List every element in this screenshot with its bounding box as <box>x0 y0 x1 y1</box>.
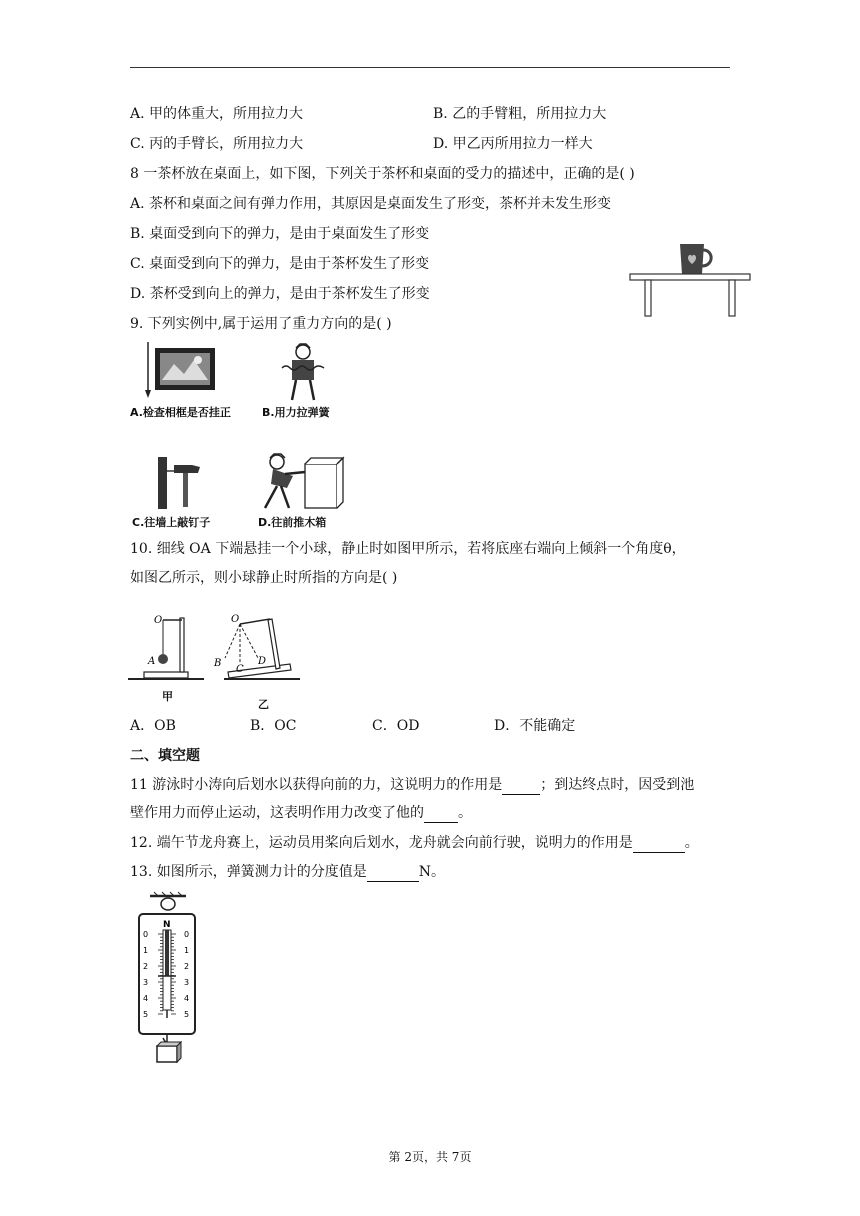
q7-option-a: A. 甲的体重大，所用拉力大 <box>130 106 304 122</box>
svg-text:A: A <box>148 656 156 667</box>
q12-line: 12. 端午节龙舟赛上，运动员用桨向后划水，龙舟就会向前行驶，说明力的作用是 。 <box>130 835 699 851</box>
q9-caption-a: A.检查相框是否挂正 <box>130 406 231 419</box>
q12-blank[interactable] <box>633 838 685 853</box>
header-rule <box>130 67 730 68</box>
table-leg-left <box>645 280 651 316</box>
q7-option-d: D. 甲乙丙所用拉力一样大 <box>433 136 593 152</box>
scale-tick-label: 1 <box>184 946 190 955</box>
svg-text:C: C <box>236 664 244 675</box>
section-heading: 二、填空题 <box>130 748 200 764</box>
q10-stem-2: 如图乙所示，则小球静止时所指的方向是( ) <box>130 570 398 586</box>
cup-on-table-figure <box>628 236 753 320</box>
q11-line-2: 壁作用力而停止运动，这表明作用力改变了他的 。 <box>130 805 472 821</box>
page-footer: 第 2页，共 7页 <box>388 1150 472 1164</box>
spring-scale-figure <box>136 890 200 1066</box>
q13-blank[interactable] <box>367 867 419 882</box>
q10-stem-1: 10. 细线 OA 下端悬挂一个小球，静止时如图甲所示，若将底座右端向上倾斜一个角度θ， <box>130 541 686 557</box>
spring-pull-figure <box>278 342 328 404</box>
scale-tick-label: 0 <box>143 930 149 939</box>
scale-tick-label: 0 <box>184 930 190 939</box>
table-top <box>630 274 750 280</box>
q9-caption-d: D.往前推木箱 <box>258 516 327 529</box>
q11-blank-1[interactable] <box>502 780 540 795</box>
svg-text:O: O <box>154 615 163 626</box>
pendulum-jia <box>128 615 204 680</box>
table-leg-right <box>729 280 735 316</box>
q7-option-c: C. 丙的手臂长，所用拉力大 <box>130 136 304 152</box>
mug-icon <box>680 244 711 274</box>
q13-line: 13. 如图所示，弹簧测力计的分度值是 N。 <box>130 864 445 880</box>
svg-text:N: N <box>163 920 171 930</box>
push-box-figure <box>255 452 345 512</box>
scale-tick-label: 3 <box>143 978 149 987</box>
q7-option-b: B. 乙的手臂粗，所用拉力大 <box>433 106 607 122</box>
q9-caption-c: C.往墙上敲钉子 <box>132 516 211 529</box>
q8-option-a: A. 茶杯和桌面之间有弹力作用，其原因是桌面发生了形变，茶杯并未发生形变 <box>130 196 612 212</box>
q9-caption-b: B.用力拉弹簧 <box>262 406 330 419</box>
pendulum-yi <box>213 614 300 680</box>
scale-tick-label: 2 <box>143 962 149 971</box>
hammer-nail-figure <box>150 455 210 511</box>
q10-fig-yi-label: 乙 <box>258 698 269 711</box>
q10-option-d: D．不能确定 <box>494 718 576 734</box>
pendulum-figure <box>128 606 308 680</box>
svg-text:O: O <box>231 614 240 625</box>
q11-blank-2[interactable] <box>424 808 458 823</box>
scale-tick-label: 5 <box>184 1010 190 1019</box>
picture-frame-plumb-figure <box>140 340 220 402</box>
q8-stem: 8 一茶杯放在桌面上，如下图，下列关于茶杯和桌面的受力的描述中，正确的是( ) <box>130 166 635 182</box>
q10-option-a: A．OB <box>130 718 176 734</box>
scale-tick-label: 4 <box>143 994 149 1003</box>
scale-tick-label: 4 <box>184 994 190 1003</box>
scale-tick-label: 2 <box>184 962 190 971</box>
scale-tick-label: 1 <box>143 946 149 955</box>
q10-option-c: C．OD <box>372 718 420 734</box>
scale-tick-label: 3 <box>184 978 190 987</box>
q8-option-d: D. 茶杯受到向上的弹力，是由于茶杯发生了形变 <box>130 286 430 302</box>
scale-tick-label: 5 <box>143 1010 149 1019</box>
q11-line-1: 11 游泳时小涛向后划水以获得向前的力，这说明力的作用是 ；到达终点时，因受到池 <box>130 777 695 793</box>
q10-fig-jia-label: 甲 <box>162 690 173 703</box>
q10-option-b: B．OC <box>250 718 297 734</box>
q8-option-b: B. 桌面受到向下的弹力，是由于桌面发生了形变 <box>130 226 430 242</box>
svg-text:D: D <box>258 656 267 667</box>
q8-option-c: C. 桌面受到向下的弹力，是由于茶杯发生了形变 <box>130 256 430 272</box>
svg-text:B: B <box>214 658 222 669</box>
q9-stem: 9. 下列实例中,属于运用了重力方向的是( ) <box>130 316 392 332</box>
